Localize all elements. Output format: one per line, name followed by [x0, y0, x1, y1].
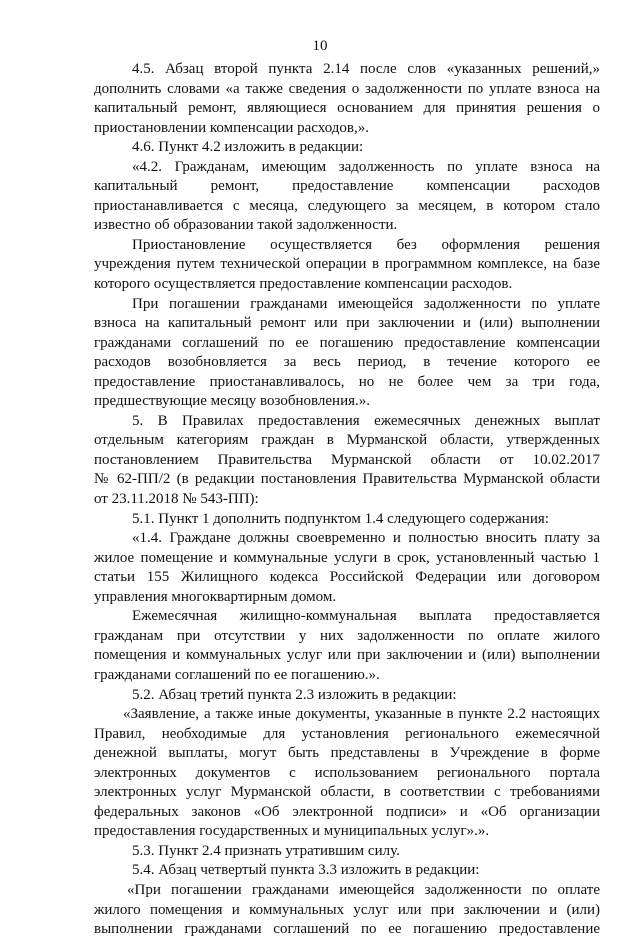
text-line: расходов возобновляется за весь период, в течение которого ее: [94, 354, 600, 371]
text-line: от 23.11.2018 № 543-ПП):: [94, 491, 259, 508]
text-line: 5.1. Пункт 1 дополнить подпунктом 1.4 следующего содержания:: [132, 510, 549, 527]
text-line: Приостановление осуществляется без оформления решения: [132, 236, 600, 253]
text-line: № 62-ПП/2 (в редакции постановления Правительства Мурманской области: [94, 471, 600, 488]
text-line: статьи 155 Жилищного кодекса Российской Федерации или договором: [94, 569, 600, 586]
text-line: 5.4. Абзац четвертый пункта 3.3 изложить в редакции:: [132, 862, 480, 879]
text-line: управления многоквартирным домом.: [94, 588, 337, 605]
text-line: гражданами соглашений по ее погашению.».: [94, 666, 380, 683]
text-line: «1.4. Граждане должны своевременно и полностью вносить плату за: [132, 530, 600, 547]
text-line: предшествующие месяцу возобновления.».: [94, 393, 370, 410]
text-line: электронных документов с использованием регионального портала: [94, 764, 600, 781]
text-line: 4.5. Абзац второй пункта 2.14 после слов «указанных решений,»: [132, 61, 600, 77]
text-line: федеральных законов «Об электронной подписи» и «Об организации: [94, 803, 600, 820]
text-line: 5.2. Абзац третий пункта 2.3 изложить в редакции:: [132, 686, 457, 703]
document-body: [94, 60, 600, 940]
text-line: помещения и коммунальных услуг или при заключении и (или) выполнении: [94, 647, 600, 664]
text-line: предоставление приостанавливалось, но не более чем за три года,: [94, 373, 600, 390]
text-line: гражданам при отсутствии у них задолженности по оплате жилого: [94, 627, 600, 644]
text-line: отдельным категориям граждан в Мурманской области, утвержденных: [94, 432, 600, 449]
text-line: Правил, необходимые для установления регионального ежемесячной: [94, 725, 600, 742]
text-line: При погашении гражданами имеющейся задолженности по уплате: [132, 295, 600, 312]
text-line: электронных услуг Мурманской области, в соответствии с требованиями: [94, 784, 600, 801]
text-line: взноса на капитальный ремонт или при заключении и (или) выполнении: [94, 315, 600, 332]
text-line: жилого помещения и коммунальных услуг или при заключении и (или): [94, 901, 600, 918]
text-line: которого осуществляется предоставление компенсации расходов.: [94, 276, 513, 293]
text-line: 4.6. Пункт 4.2 изложить в редакции:: [132, 139, 364, 156]
text-line: приостановлении компенсации расходов,».: [94, 119, 369, 136]
text-line: капитальный ремонт, предоставление компенсации расходов: [94, 178, 600, 195]
text-line: дополнить словами «а также сведения о задолженности по уплате взноса на: [94, 80, 600, 97]
text-line: 5. В Правилах предоставления ежемесячных денежных выплат: [132, 412, 600, 429]
text-line: выполнении гражданами соглашений по ее погашению предоставление: [94, 921, 600, 938]
text-line: 5.3. Пункт 2.4 признать утратившим силу.: [132, 842, 400, 859]
text-line: учреждения путем технической операции в программном комплексе, на базе: [94, 256, 600, 273]
text-line: капитальный ремонт, являющиеся основанием для принятия решения о: [94, 100, 600, 117]
text-line: жилое помещение и коммунальные услуги в срок, установленный частью 1: [94, 549, 600, 566]
page-number: 10: [312, 38, 328, 54]
text-line: предоставления государственных и муниципальных услуг».».: [94, 823, 490, 840]
text-line: Ежемесячная жилищно-коммунальная выплата предоставляется: [132, 608, 600, 625]
text-line: «При погашении гражданами имеющейся задолженности по оплате: [127, 881, 600, 898]
text-line: денежной выплаты, могут быть представлены в Учреждение в форме: [94, 745, 600, 762]
text-line: «Заявление, а также иные документы, указанные в пункте 2.2 настоящих: [123, 706, 600, 723]
text-line: приостанавливается с месяца, следующего за месяцем, в котором стало: [94, 197, 600, 214]
text-line: «4.2. Гражданам, имеющим задолженность по уплате взноса на: [132, 158, 600, 175]
text-line: известно об образовании такой задолженности.: [94, 217, 398, 234]
text-line: постановлением Правительства Мурманской области от 10.02.2017: [94, 451, 600, 468]
text-line: гражданами соглашений по ее погашению предоставление компенсации: [94, 334, 600, 351]
